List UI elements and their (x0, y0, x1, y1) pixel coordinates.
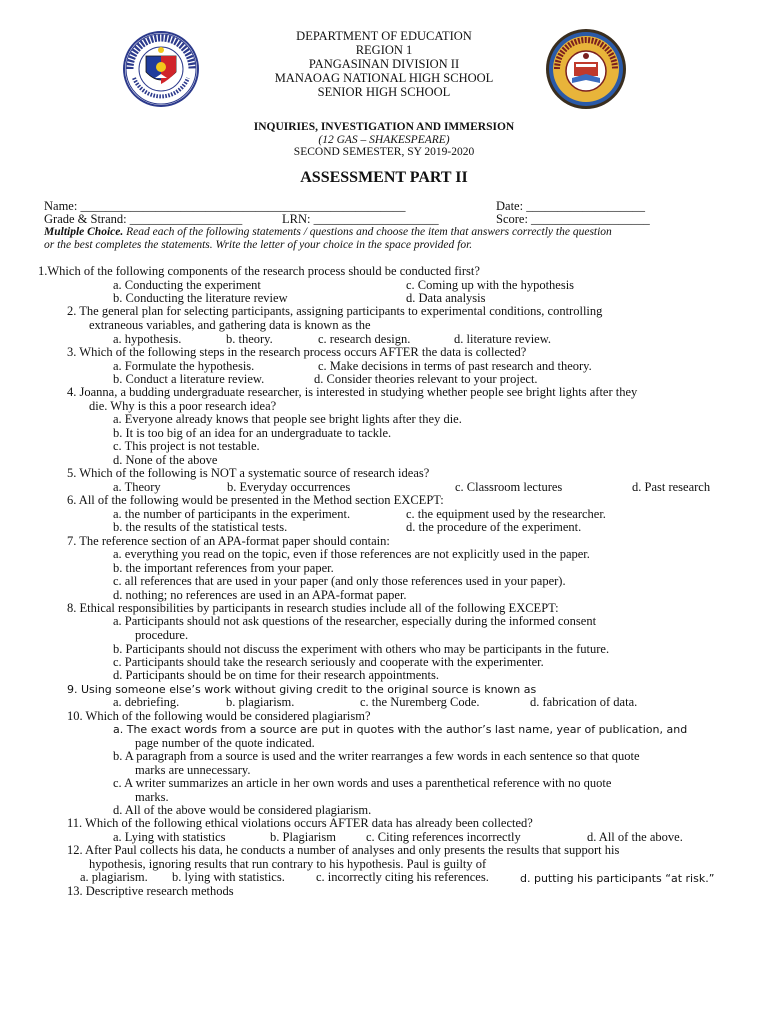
question-7: 7. The reference section of an APA-format paper should contain: (67, 534, 390, 548)
q2-option-d: d. literature review. (454, 332, 552, 346)
q6-option-c: c. the equipment used by the researcher. (406, 507, 606, 521)
question-3: 3. Which of the following steps in the research process occurs AFTER the data is collected? (67, 345, 527, 359)
q8-option-d: d. Participants should be on time for their research appointments. (113, 668, 439, 682)
question-2-line-2: extraneous variables, and gathering data is known as the (89, 318, 371, 332)
question-12-line-1: 12. After Paul collects his data, he conducts a number of analyses and only presents the results that support his (67, 843, 620, 857)
q5-option-a: a. Theory (113, 480, 161, 494)
instructions-label: Multiple Choice. (44, 226, 124, 238)
q4-option-a: a. Everyone already knows that people see bright lights after they die. (113, 412, 462, 426)
q3-option-c: c. Make decisions in terms of past research and theory. (318, 359, 592, 373)
q10-option-a-line-2: page number of the quote indicated. (135, 736, 315, 750)
date-field[interactable]: Date: ___________________ (496, 199, 645, 213)
question-4-line-2: die. Why is this a poor research idea? (89, 399, 277, 413)
q10-option-c-line-1: c. A writer summarizes an article in her own words and uses a parenthetical reference with no quote (113, 776, 612, 790)
question-2-line-1: 2. The general plan for selecting participants, assigning participants to experimental conditions, controlling (67, 304, 603, 318)
q6-option-a: a. the number of participants in the experiment. (113, 507, 351, 521)
q4-option-d: d. None of the above (113, 453, 218, 467)
division-heading: PANGASINAN DIVISION II (308, 57, 460, 71)
lrn-field[interactable]: LRN: ____________________ (282, 212, 439, 226)
q7-option-a: a. everything you read on the topic, even if those references are not explicitly used in the paper. (113, 547, 590, 561)
name-field[interactable]: Name: ____________________________________________________ (44, 199, 406, 213)
q7-option-d: d. nothing; no references are used in an APA-format paper. (113, 588, 407, 602)
q11-option-c: c. Citing references incorrectly (366, 830, 521, 844)
q1-option-b: b. Conducting the literature review (113, 291, 288, 305)
q2-option-c: c. research design. (318, 332, 411, 346)
q8-option-a-line-2: procedure. (135, 628, 189, 642)
q9-option-a: a. debriefing. (113, 695, 180, 709)
q7-option-b: b. the important references from your paper. (113, 561, 334, 575)
q7-option-c: c. all references that are used in your paper (and only those references used in your paper). (113, 574, 566, 588)
section-heading: (12 GAS – SHAKESPEARE) (318, 134, 450, 146)
q9-option-b: b. plagiarism. (226, 695, 295, 709)
subject-heading: INQUIRIES, INVESTIGATION AND IMMERSION (253, 121, 515, 133)
q5-option-c: c. Classroom lectures (455, 480, 563, 494)
q5-option-d: d. Past research (632, 480, 711, 494)
question-4-line-1: 4. Joanna, a budding undergraduate researcher, is interested in studying whether people see bright lights after they (67, 385, 638, 399)
q1-option-d: d. Data analysis (406, 291, 486, 305)
q6-option-b: b. the results of the statistical tests. (113, 520, 288, 534)
question-9: 9. Using someone else’s work without giving credit to the original source is known as (67, 683, 537, 696)
q12-option-c: c. incorrectly citing his references. (316, 870, 489, 884)
question-8: 8. Ethical responsibilities by participants in research studies include all of the following EXCEPT: (67, 601, 559, 615)
q3-option-b: b. Conduct a literature review. (113, 372, 265, 386)
school-heading: MANAOAG NATIONAL HIGH SCHOOL (274, 71, 494, 85)
q12-option-b: b. lying with statistics. (172, 870, 285, 884)
score-field[interactable]: Score: ___________________ (496, 212, 650, 226)
q1-option-a: a. Conducting the experiment (113, 278, 261, 292)
question-1: 1.Which of the following components of the research process should be conducted first? (38, 264, 480, 278)
q9-option-d: d. fabrication of data. (530, 695, 638, 709)
q1-option-c: c. Coming up with the hypothesis (406, 278, 575, 292)
q3-option-d: d. Consider theories relevant to your project. (314, 372, 538, 386)
q10-option-b-line-1: b. A paragraph from a source is used and the writer rearranges a few words in each sentence so that quote (113, 749, 640, 763)
q10-option-c-line-2: marks. (135, 790, 169, 804)
q12-option-d: d. putting his participants “at risk.” (520, 872, 715, 885)
question-12-line-2: hypothesis, ignoring results that run contrary to his hypothesis. Paul is guilty of (89, 857, 487, 871)
instructions-line-1 (44, 225, 612, 239)
q4-option-c: c. This project is not testable. (113, 439, 260, 453)
q11-option-a: a. Lying with statistics (113, 830, 226, 844)
q2-option-b: b. theory. (226, 332, 273, 346)
q4-option-b: b. It is too big of an idea for an undergraduate to tackle. (113, 426, 392, 440)
q10-option-a-line-1: a. The exact words from a source are put in quotes with the author’s last name, year of publication, and (113, 723, 688, 736)
level-heading: SENIOR HIGH SCHOOL (317, 85, 451, 99)
q8-option-a-line-1: a. Participants should not ask questions of the researcher, especially during the informed consent (113, 614, 597, 628)
q11-option-b: b. Plagiarism (270, 830, 336, 844)
instructions-text-1: Read each of the following statements / questions and choose the item that answers correctly the question (126, 226, 612, 238)
question-11: 11. Which of the following ethical violations occurs AFTER data has already been collected? (67, 816, 533, 830)
question-10: 10. Which of the following would be considered plagiarism? (67, 709, 371, 723)
q5-option-b: b. Everyday occurrences (227, 480, 351, 494)
q12-option-a: a. plagiarism. (80, 870, 148, 884)
q2-option-a: a. hypothesis. (113, 332, 182, 346)
question-13: 13. Descriptive research methods (67, 884, 234, 898)
question-5: 5. Which of the following is NOT a systematic source of research ideas? (67, 466, 430, 480)
q10-option-b-line-2: marks are unnecessary. (135, 763, 251, 777)
q6-option-d: d. the procedure of the experiment. (406, 520, 582, 534)
instructions-text-2: or the best completes the statements. Write the letter of your choice in the space provided for. (44, 239, 473, 251)
q11-option-d: d. All of the above. (587, 830, 683, 844)
q9-option-c: c. the Nuremberg Code. (360, 695, 480, 709)
dept-heading: DEPARTMENT OF EDUCATION (296, 29, 472, 43)
q8-option-b: b. Participants should not discuss the experiment with others who may be participants in the future. (113, 642, 610, 656)
page-title: ASSESSMENT PART II (300, 169, 468, 186)
region-heading: REGION 1 (355, 43, 413, 57)
grade-strand-field[interactable]: Grade & Strand: __________________ (44, 212, 243, 226)
q8-option-c: c. Participants should take the research seriously and cooperate with the experimenter. (113, 655, 544, 669)
q3-option-a: a. Formulate the hypothesis. (113, 359, 255, 373)
q10-option-d: d. All of the above would be considered plagiarism. (113, 803, 372, 817)
semester-heading: SECOND SEMESTER, SY 2019-2020 (293, 146, 475, 158)
question-6: 6. All of the following would be presented in the Method section EXCEPT: (67, 493, 444, 507)
